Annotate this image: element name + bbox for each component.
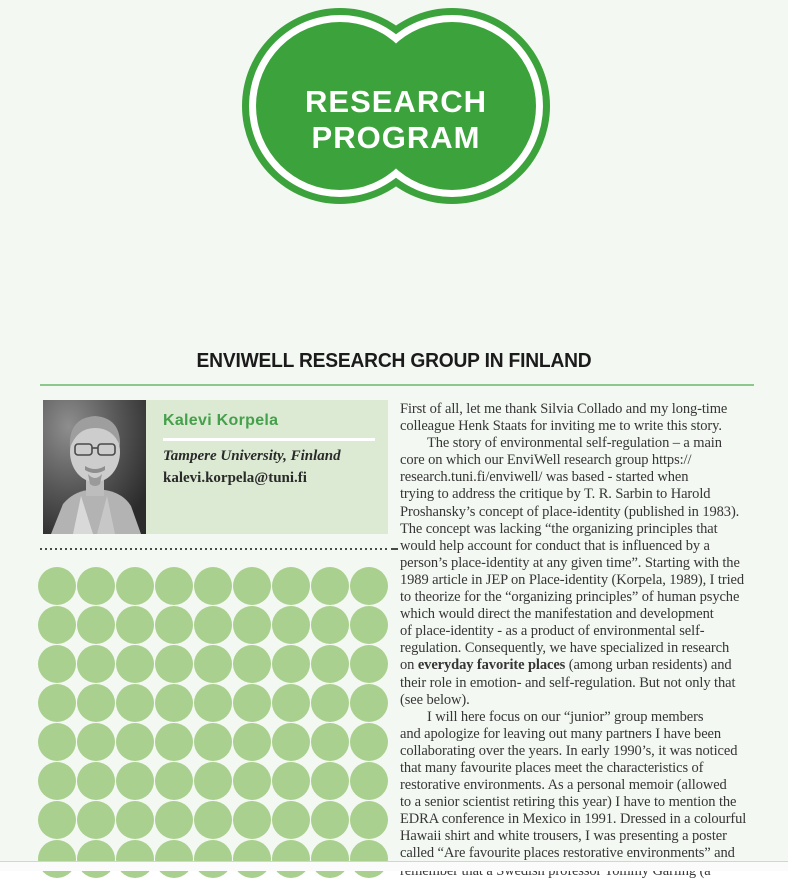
dot [116,645,154,683]
dot [38,684,76,722]
dot [272,723,310,761]
article-line: colleague Henk Staats for inviting me to write this story. [400,418,722,435]
article-line: regulation. Consequently, we have specialized in research [400,640,730,657]
dotted-divider [40,548,390,550]
dot [155,645,193,683]
article-line: their role in emotion- and self-regulation. But not only that [400,674,736,691]
dot [116,567,154,605]
article-line: to theorize for the “organizing principles” of human psyche [400,589,740,606]
dot [155,723,193,761]
dot [350,840,388,878]
dot [77,567,115,605]
dot [155,567,193,605]
dot [311,645,349,683]
dot [272,840,310,878]
dot [272,645,310,683]
page-title: ENVIWELL RESEARCH GROUP IN FINLAND [196,350,592,372]
dot [233,606,271,644]
dot [155,606,193,644]
dot [233,645,271,683]
dot [116,840,154,878]
article-line: 1989 article in JEP on Place-identity (Korpela, 1989), I tried [400,571,744,588]
article-line: would help account for conduct that is influenced by a [400,537,710,554]
dot [272,606,310,644]
title-underline [40,384,754,386]
article-line: I will here focus on our “junior” group members [427,708,704,725]
article-line: Hawaii shirt and white trousers, I was presenting a poster [400,828,727,845]
dot [77,684,115,722]
dot [194,606,232,644]
article-line: collaborating over the years. In early 1990’s, it was noticed [400,742,738,759]
dot [350,567,388,605]
article-line: The story of environmental self-regulation – a main [427,435,722,452]
dot [194,801,232,839]
dot [38,840,76,878]
author-email[interactable]: kalevi.korpela@tuni.fi [163,470,307,486]
dot [233,762,271,800]
dot [38,606,76,644]
author-card [43,400,388,534]
author-name: Kalevi Korpela [163,412,279,429]
dot [272,762,310,800]
badge-text-line2: PROGRAM [311,120,481,155]
dot [116,684,154,722]
article-line: that many favourite places meet the characteristics of [400,759,704,776]
dotted-divider-dash [391,548,398,550]
dot [116,762,154,800]
research-program-badge [240,6,552,210]
dot [233,684,271,722]
article-line: which would direct the manifestation and development [400,606,714,623]
dot [194,723,232,761]
page-bottom-edge [0,861,788,871]
dot [194,840,232,878]
author-photo [43,400,146,534]
dot [77,645,115,683]
dot [38,723,76,761]
article-text [400,401,788,862]
dot [38,645,76,683]
article-line: called “Are favourite places restorative environments” and [400,845,735,862]
author-name-underline [163,438,375,441]
dot [350,606,388,644]
dot [272,801,310,839]
dot [233,801,271,839]
dot [311,762,349,800]
dot [233,840,271,878]
article-line: The concept was lacking “the organizing principles that [400,520,718,537]
author-affiliation: Tampere University, Finland [163,448,341,464]
dot [350,762,388,800]
article-line: to a senior scientist retiring this year) I have to mention the [400,794,737,811]
article-line: Proshansky’s concept of place-identity (published in 1983). [400,503,740,520]
dot [350,645,388,683]
dot [311,801,349,839]
article-line: and apologize for leaving out many partners I have been [400,725,722,742]
dot [194,645,232,683]
article-line: of place-identity - as a product of environmental self- [400,623,705,640]
dot [38,762,76,800]
dot [155,684,193,722]
dot [77,801,115,839]
dot [350,801,388,839]
dot [77,762,115,800]
dot [311,723,349,761]
dot [233,567,271,605]
dot [194,684,232,722]
article-line: EDRA conference in Mexico in 1991. Dressed in a colourful [400,811,747,828]
dot [77,840,115,878]
dot [311,840,349,878]
dot [38,801,76,839]
article-line: research.tuni.fi/enviwell/ was based - started when [400,469,689,486]
dot [311,567,349,605]
dot [350,684,388,722]
dot-pattern [38,567,390,863]
article-line: on everyday favorite places (among urban residents) and [400,657,732,674]
dot [272,567,310,605]
dot [350,723,388,761]
article-line: trying to address the critique by T. R. Sarbin to Harold [400,486,711,503]
dot [38,567,76,605]
dot [194,567,232,605]
dot [311,606,349,644]
badge-text-line1: RESEARCH [305,84,487,119]
article-line: (see below). [400,691,470,708]
article-line: First of all, let me thank Silvia Collado and my long-time [400,401,728,417]
dot [272,684,310,722]
dot [233,723,271,761]
dot [77,606,115,644]
dot [116,606,154,644]
dot [116,723,154,761]
dot [155,801,193,839]
article-line: core on which our EnviWell research group https:// [400,452,692,469]
dot [311,684,349,722]
article-line: person’s place-identity at any given time”. Starting with the [400,554,740,571]
article-line: restorative environments. As a personal memoir (allowed [400,777,727,794]
dot [194,762,232,800]
dot [77,723,115,761]
dot [155,762,193,800]
dot [155,840,193,878]
dot [116,801,154,839]
